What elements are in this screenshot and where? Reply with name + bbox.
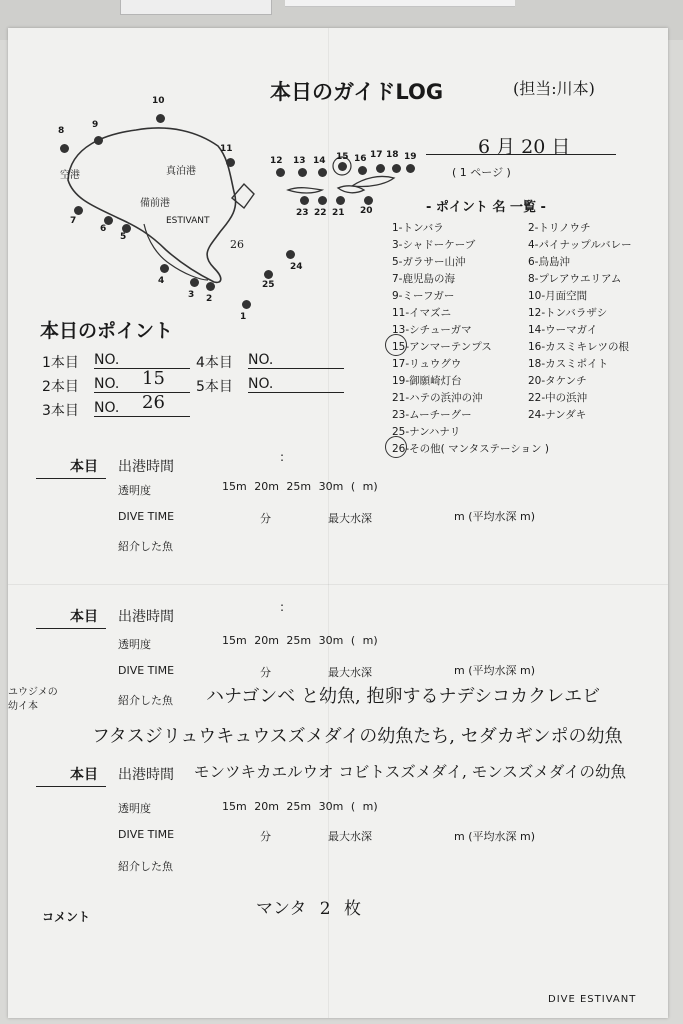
point-item: 14-ウーマガイ [528,324,598,336]
map-label-harbor: 真泊港 [166,166,196,177]
map-point-number: 22 [314,208,327,218]
map-point-number: 13 [293,156,306,166]
visibility-scale: 15m 20m 25m 30m ( m) [222,634,378,647]
dive-5-line [248,392,344,393]
point-item: 1-トンバラ [392,222,444,234]
point-item: 22-中の浜沖 [528,392,588,404]
point-list-heading: - ポイント 名 一覧 - [426,200,546,215]
map-point-dot [160,264,169,273]
point-item: 12-トンバラザシ [528,307,608,319]
map-point-number: 19 [404,152,417,162]
map-point-dot [94,136,103,145]
guide-log-sheet [8,28,668,1018]
point-item: 9-ミーフガー [392,290,455,302]
map-point-dot [300,196,309,205]
dive-block-number-line [36,786,106,787]
dive-3-line [94,416,190,417]
dive-time-unit: 分 [260,830,271,843]
departure-time-label: 出港時間 [118,609,174,625]
dive-block-number-line [36,628,106,629]
max-depth-label: 最大水深 [328,512,372,525]
visibility-label: 透明度 [118,638,151,651]
point-item: 23-ムーチーグー [392,409,472,421]
map-point-number: 14 [313,156,326,166]
map-point-dot [376,164,385,173]
map-point-dot [206,282,215,291]
point-item: 5-ガラサー山沖 [392,256,466,268]
map-point-number: 3 [188,290,195,300]
map-point-dot [60,144,69,153]
map-label-shop: ESTIVANT [166,216,210,226]
map-point-number: 16 [354,154,367,164]
point-item: 7-鹿児島の海 [392,273,455,285]
map-handwritten-mark: 26 [230,238,244,251]
map-point-dot [406,164,415,173]
dive-3-label: 3本目 [42,403,79,419]
map-point-number: 4 [158,276,165,286]
selected-point-circle [385,436,407,458]
comment-label: コメント [42,910,91,924]
map-point-number: 5 [120,232,127,242]
avg-depth-label: m (平均水深 m) [454,830,536,843]
map-point-dot [286,250,295,259]
dive-1-label: 1本目 [42,355,79,371]
dive-block-label: 本目 [70,609,98,625]
map-point-number: 6 [100,224,107,234]
map-point-number: 25 [262,280,275,290]
map-point-number: 1 [240,312,247,322]
map-point-number: 2 [206,294,213,304]
paper-edge [285,0,515,7]
point-item: 3-シャドーケーブ [392,239,476,251]
map-point-number: 12 [270,156,283,166]
map-point-dot [364,196,373,205]
today-points-heading: 本日のポイント [40,320,174,342]
avg-depth-label: m (平均水深 m) [454,510,536,523]
dive-time-unit: 分 [260,512,271,525]
dive-block-label: 本目 [70,459,98,475]
point-item: 15-アンマーテンプス [392,341,492,353]
map-point-dot [318,168,327,177]
map-point-dot [276,168,285,177]
dive-3-point-number: 26 [142,392,165,413]
map-point-dot [242,300,251,309]
map-point-dot [156,114,165,123]
point-item: 4-パイナップルバレー [528,239,632,251]
map-point-number: 24 [290,262,303,272]
point-item: 20-タケンチ [528,375,587,387]
point-item: 13-シチューガマ [392,324,472,336]
dive-2-prefix: NO. [94,376,120,392]
point-item: 24-ナンダキ [528,409,587,421]
map-point-dot [358,166,367,175]
dive-5-prefix: NO. [248,376,274,392]
dive-time-label: DIVE TIME [118,664,175,677]
departure-time-colon: : [280,600,285,614]
map-label-harbor: 備前港 [140,198,170,209]
point-item: 21-ハテの浜沖の沖 [392,392,483,404]
fish-introduced-label: 紹介した魚 [118,540,173,553]
point-item-selected: 26-その他( マンタステーション ) [392,443,549,455]
dive-5-label: 5本目 [196,379,233,395]
point-item: 11-イマズニ [392,307,452,319]
map-point-dot [338,162,347,171]
point-item: 10-月面空間 [528,290,588,302]
visibility-scale: 15m 20m 25m 30m ( m) [222,480,378,493]
dive-4-prefix: NO. [248,352,274,368]
map-point-dot [298,168,307,177]
departure-time-label: 出港時間 [118,767,174,783]
map-point-dot [264,270,273,279]
visibility-label: 透明度 [118,484,151,497]
fish-list-line: フタスジリュウキュウスズメダイの幼魚たち, セダカギンポの幼魚 [92,726,623,747]
fish-introduced-label: 紹介した魚 [118,860,173,873]
fold-line [8,584,668,585]
map-label-airport: 空港 [60,170,80,181]
map-point-number: 9 [92,120,99,130]
shop-name-footer: DIVE ESTIVANT [548,994,637,1005]
visibility-scale: 15m 20m 25m 30m ( m) [222,800,378,813]
map-point-dot [226,158,235,167]
point-item: 6-鳥島沖 [528,256,570,268]
map-point-dot [392,164,401,173]
selected-point-circle [385,334,407,356]
map-point-number: 7 [70,216,77,226]
map-point-number: 8 [58,126,65,136]
map-point-number: 18 [386,150,399,160]
avg-depth-label: m (平均水深 m) [454,664,536,677]
fish-list-line: モンツキカエルウオ コビトスズメダイ, モンスズメダイの幼魚 [194,763,627,781]
dive-block-label: 本目 [70,767,98,783]
log-date: 6 月 20 日 [478,136,571,158]
dive-time-unit: 分 [260,666,271,679]
departure-time-colon: : [280,450,285,464]
dive-4-line [248,368,344,369]
point-item: 18-カスミポイト [528,358,609,370]
max-depth-label: 最大水深 [328,666,372,679]
guide-name: (担当:川本) [513,79,595,98]
point-item: 25-ナンハナリ [392,426,461,438]
map-point-number: 11 [220,144,233,154]
fish-introduced-label: 紹介した魚 [118,694,173,707]
map-point-dot [318,196,327,205]
map-point-number: 21 [332,208,345,218]
dive-3-prefix: NO. [94,400,120,416]
map-point-number: 23 [296,208,309,218]
map-point-dot [74,206,83,215]
point-item: 17-リュウグウ [392,358,462,370]
visibility-label: 透明度 [118,802,151,815]
point-item: 8-プレアウエリアム [528,273,622,285]
map-point-number: 10 [152,96,165,106]
dive-4-label: 4本目 [196,355,233,371]
map-point-dot [336,196,345,205]
comment-text: マンタ 2 枚 [256,899,361,919]
dive-time-label: DIVE TIME [118,828,175,841]
dive-time-label: DIVE TIME [118,510,175,523]
max-depth-label: 最大水深 [328,830,372,843]
fish-list-line: ハナゴンベ と幼魚, 抱卵するナデシコカクレエビ [206,686,601,707]
log-title: 本日のガイドLOG [270,80,444,104]
dive-2-point-number: 15 [142,368,165,389]
map-point-number: 20 [360,206,373,216]
point-item: 19-御願崎灯台 [392,375,462,387]
point-item: 16-カスミキレツの根 [528,341,630,353]
map-point-number: 15 [336,152,349,162]
map-point-number: 17 [370,150,383,160]
dive-2-label: 2本目 [42,379,79,395]
dive-block-number-line [36,478,106,479]
departure-time-label: 出港時間 [118,459,174,475]
page-count: ( 1 ページ ) [452,166,511,179]
dive-1-prefix: NO. [94,352,120,368]
handwritten-side-note: ユウジメの 幼イ本 [8,687,58,712]
paper-clip [120,0,272,15]
point-item: 2-トリノウチ [528,222,591,234]
map-point-dot [190,278,199,287]
